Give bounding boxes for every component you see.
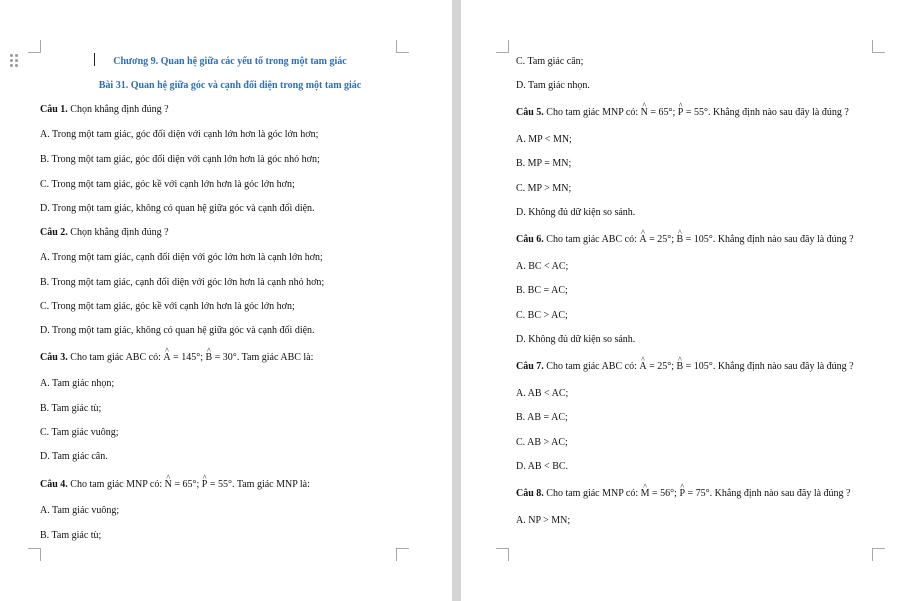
crop-mark-top-right — [396, 40, 409, 53]
question-8: Câu 8. Cho tam giác MNP có: ^ M = 56°; ^ P = 75°. Khẳng định nào sau đây là đúng ? — [516, 487, 850, 500]
q4-option-b: B. Tam giác tù; — [40, 530, 102, 541]
table-move-handle-icon[interactable] — [10, 54, 20, 70]
question-6: Câu 6. Cho tam giác ABC có: ^ A = 25°; ^ B = 105°. Khẳng định nào sau đây là đúng ? — [516, 233, 854, 246]
q2-option-a: A. Trong một tam giác, cạnh đối diện với góc lớn hơn là cạnh lớn hơn; — [40, 252, 323, 263]
q7-option-c: C. AB > AC; — [516, 437, 568, 448]
q1-option-c: C. Trong một tam giác, góc kề với cạnh lớn hơn là góc lớn hơn; — [40, 179, 295, 190]
q3-option-c: C. Tam giác vuông; — [40, 427, 119, 438]
q5-option-c: C. MP > MN; — [516, 183, 572, 194]
crop-mark-bottom-right — [396, 548, 409, 561]
q5-option-b: B. MP = MN; — [516, 158, 572, 169]
q2-option-c: C. Trong một tam giác, góc kề với cạnh lớn hơn là góc lớn hơn; — [40, 301, 295, 312]
crop-mark-bottom-right — [872, 548, 885, 561]
question-7: Câu 7. Cho tam giác ABC có: ^ A = 25°; ^ B = 105°. Khẳng định nào sau đây là đúng ? — [516, 360, 854, 373]
lesson-title: Bài 31. Quan hệ giữa góc và cạnh đối diện trong một tam giác — [98, 80, 362, 91]
crop-mark-top-left — [496, 40, 509, 53]
q1-option-a: A. Trong một tam giác, góc đối diện với cạnh lớn hơn là góc lớn hơn; — [40, 129, 319, 140]
crop-mark-top-right — [872, 40, 885, 53]
q3-option-a: A. Tam giác nhọn; — [40, 378, 115, 389]
q2-option-d: D. Trong một tam giác, không có quan hệ giữa góc và cạnh đối diện. — [40, 325, 315, 336]
question-3: Câu 3. Cho tam giác ABC có: ^ A = 145°; ^ B = 30°. Tam giác ABC là: — [40, 351, 313, 364]
q7-option-a: A. AB < AC; — [516, 388, 569, 399]
q2-option-b: B. Trong một tam giác, cạnh đối diện với góc lớn hơn là cạnh nhỏ hơn; — [40, 277, 325, 288]
q7-option-b: B. AB = AC; — [516, 412, 568, 423]
crop-mark-bottom-left — [496, 548, 509, 561]
question-4: Câu 4. Cho tam giác MNP có: ^ N = 65°; ^ P = 55°. Tam giác MNP là: — [40, 478, 310, 491]
crop-mark-top-left — [28, 40, 41, 53]
q1-option-b: B. Trong một tam giác, góc đối diện với cạnh lớn hơn là góc nhỏ hơn; — [40, 154, 320, 165]
question-2: Câu 2. Chọn khẳng định đúng ? — [40, 227, 169, 238]
q1-option-d: D. Trong một tam giác, không có quan hệ giữa góc và cạnh đối diện. — [40, 203, 315, 214]
q4-option-a: A. Tam giác vuông; — [40, 505, 120, 516]
q7-option-d: D. AB < BC. — [516, 461, 569, 472]
q6-option-d: D. Không đủ dữ kiện so sánh. — [516, 334, 636, 345]
crop-mark-bottom-left — [28, 548, 41, 561]
document-page-left[interactable] — [0, 0, 452, 601]
q4-option-c: C. Tam giác cân; — [516, 56, 584, 67]
chapter-title: Chương 9. Quan hệ giữa các yếu tố trong một tam giác — [113, 56, 347, 67]
q3-option-b: B. Tam giác tù; — [40, 403, 102, 414]
page-gutter — [452, 0, 461, 601]
q6-option-b: B. BC = AC; — [516, 285, 568, 296]
question-1: Câu 1. Chọn khẳng định đúng ? — [40, 104, 169, 115]
q4-option-d: D. Tam giác nhọn. — [516, 80, 590, 91]
q5-option-a: A. MP < MN; — [516, 134, 572, 145]
q6-option-c: C. BC > AC; — [516, 310, 568, 321]
question-5: Câu 5. Cho tam giác MNP có: ^ N = 65°; ^ P = 55°. Khẳng định nào sau đây là đúng ? — [516, 106, 849, 119]
q6-option-a: A. BC < AC; — [516, 261, 569, 272]
q5-option-d: D. Không đủ dữ kiện so sánh. — [516, 207, 636, 218]
q8-option-a: A. NP > MN; — [516, 515, 571, 526]
q3-option-d: D. Tam giác cân. — [40, 451, 108, 462]
document-page-right[interactable] — [461, 0, 919, 601]
